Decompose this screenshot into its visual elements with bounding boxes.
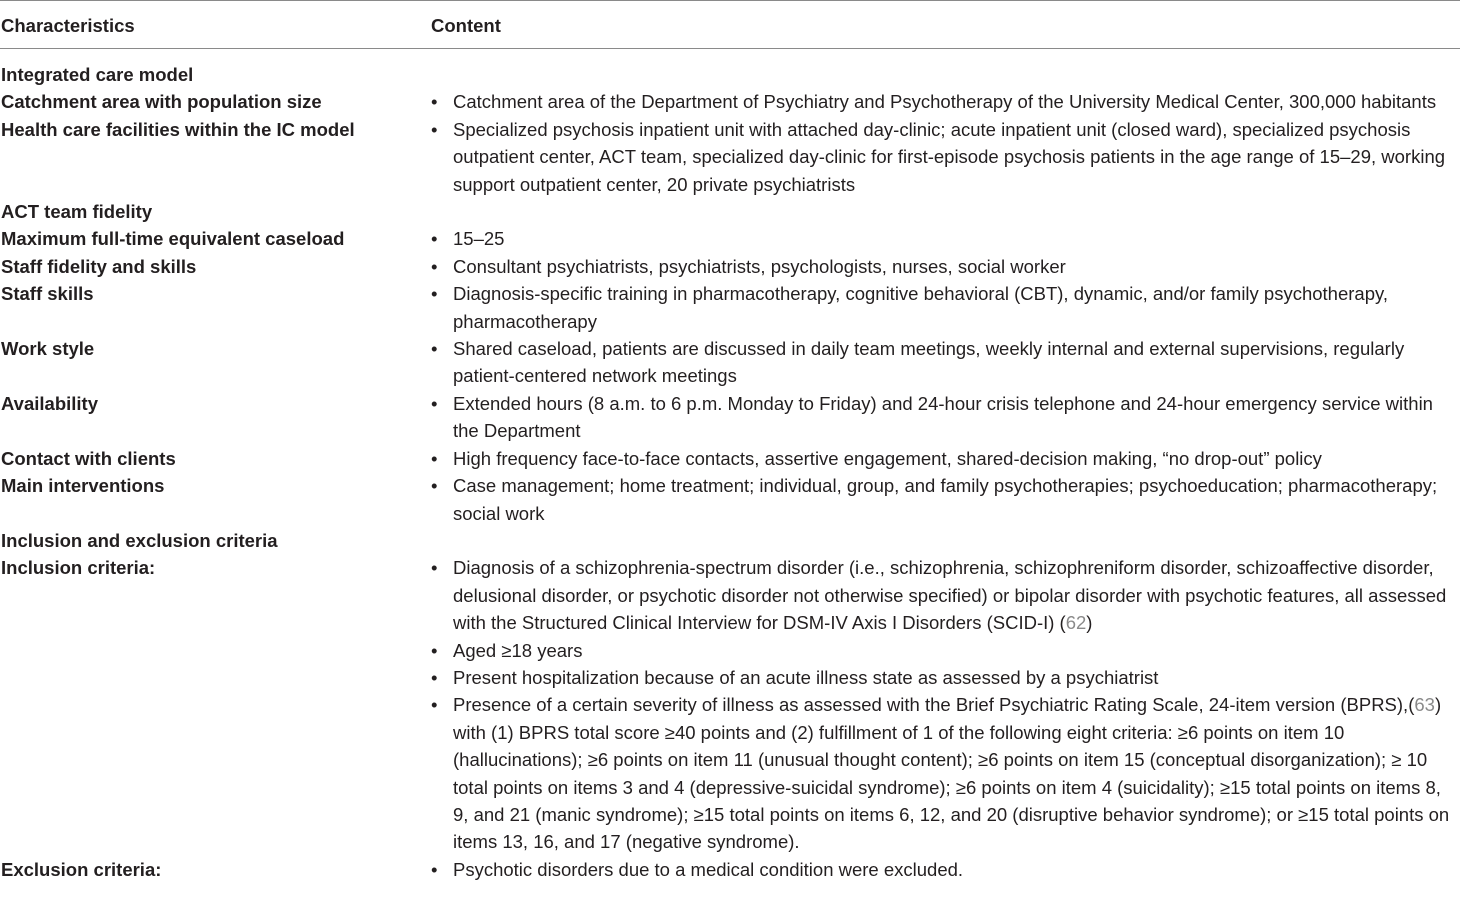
row-label: Exclusion criteria: <box>1 858 162 880</box>
row-label: Inclusion and exclusion criteria <box>1 529 278 551</box>
bullet-text <box>453 691 1456 855</box>
bullet-item <box>430 390 1456 445</box>
reference-link[interactable]: 62 <box>1065 612 1087 634</box>
bullet-icon: • <box>431 475 438 497</box>
bullet-text: Consultant psychiatrists, psychiatrists, psychologists, nurses, social worker <box>453 255 1066 277</box>
header-rule <box>0 48 1460 49</box>
bullet-item <box>430 253 1456 280</box>
bullet-item <box>430 664 1456 691</box>
row-label: ACT team fidelity <box>1 201 153 223</box>
bullet-item <box>430 691 1456 855</box>
row-content <box>430 472 1460 527</box>
row-label: Staff fidelity and skills <box>1 255 197 277</box>
bullet-text: Psychotic disorders due to a medical condition were excluded. <box>453 858 964 880</box>
row-label: Main interventions <box>1 475 165 497</box>
bullet-icon: • <box>431 338 438 360</box>
bullet-item <box>430 88 1456 115</box>
row-content <box>430 335 1460 390</box>
column-header-content: Content <box>431 15 501 36</box>
row-content <box>430 856 1460 883</box>
row-content <box>430 280 1460 335</box>
bullet-icon: • <box>431 639 438 661</box>
bullet-text: Diagnosis-specific training in pharmacotherapy, cognitive behavioral (CBT), dynamic, and/or family psychotherapy, pharmacotherapy <box>453 283 1389 332</box>
table-row <box>0 856 1460 883</box>
column-header-characteristics: Characteristics <box>1 15 135 36</box>
bullet-icon: • <box>431 255 438 277</box>
bullet-icon: • <box>431 666 438 688</box>
row-label: Availability <box>1 392 98 414</box>
table-row <box>0 390 1460 445</box>
bullet-item <box>430 335 1456 390</box>
table-row <box>0 472 1460 527</box>
table-row <box>0 198 1460 225</box>
row-content <box>430 116 1460 198</box>
table-row <box>0 88 1460 115</box>
bullet-item <box>430 280 1456 335</box>
bullet-icon: • <box>431 392 438 414</box>
bullet-item <box>430 637 1456 664</box>
bullet-text: Catchment area of the Department of Psychiatry and Psychotherapy of the University Medical Center, 300,000 habitants <box>453 91 1437 113</box>
row-content <box>430 554 1460 855</box>
bullet-text-segment: ) with (1) BPRS total score ≥40 points and (2) fulfillment of 1 of the following eight criteria: ≥6 points on item 10 (hallucinations); ≥6 points on item 11 (unusual thought content); ≥6 points on item 15 (conceptual disorganization); ≥ 10 total points on items 3 and 4 (depressive-suicidal syndrome); ≥6 points on item 4 (suicidality); ≥15 total points on items 8, 9, and 21 (manic syndrome); ≥15 total points on items 6, 12, and 20 (disruptive behavior syndrome); or ≥15 total points on items 13, 16, and 17 (negative syndrome). <box>453 694 1450 853</box>
bullet-icon: • <box>431 447 438 469</box>
row-label: Contact with clients <box>1 447 176 469</box>
table-body <box>0 61 1460 883</box>
row-content <box>430 61 1460 88</box>
bullet-icon: • <box>431 228 438 250</box>
row-content <box>430 390 1460 445</box>
row-label: Work style <box>1 338 95 360</box>
bullet-item <box>430 554 1456 636</box>
bullet-text: Present hospitalization because of an acute illness state as assessed by a psychiatrist <box>453 666 1159 688</box>
table-row <box>0 225 1460 252</box>
bullet-text: High frequency face-to-face contacts, assertive engagement, shared-decision making, “no drop-out” policy <box>453 447 1322 469</box>
bullet-icon: • <box>431 283 438 305</box>
bullet-item <box>430 225 1456 252</box>
bullet-text: Extended hours (8 a.m. to 6 p.m. Monday to Friday) and 24-hour crisis telephone and 24-hour emergency service within the Department <box>453 392 1433 442</box>
row-label: Catchment area with population size <box>1 91 322 113</box>
bullet-text: Specialized psychosis inpatient unit with attached day-clinic; acute inpatient unit (closed ward), specialized psychosis outpatient center, ACT team, specialized day-clinic for first-episode psychosis patients in the age range of 15–29, working support outpatient center, 20 private psychiatrists <box>453 118 1446 195</box>
bullet-item <box>430 445 1456 472</box>
table-row <box>0 335 1460 390</box>
bullet-icon: • <box>431 118 438 140</box>
row-content <box>430 88 1460 115</box>
bullet-item <box>430 116 1456 198</box>
bullet-text-segment: Presence of a certain severity of illness as assessed with the Brief Psychiatric Rating Scale, 24-item version (BPRS),( <box>453 694 1415 716</box>
row-content <box>430 527 1460 554</box>
bullet-icon: • <box>431 694 438 716</box>
bullet-icon: • <box>431 91 438 113</box>
bullet-text: 15–25 <box>453 228 505 250</box>
bullet-text: Case management; home treatment; individual, group, and family psychotherapies; psychoeducation; pharmacotherapy; social work <box>453 475 1438 524</box>
bullet-item <box>430 472 1456 527</box>
row-content <box>430 198 1460 225</box>
table-row <box>0 116 1460 198</box>
row-label: Integrated care model <box>1 64 194 85</box>
bullet-text: Aged ≥18 years <box>453 639 583 661</box>
reference-link[interactable]: 63 <box>1414 694 1435 716</box>
bullet-text: Shared caseload, patients are discussed in daily team meetings, weekly internal and external supervisions, regularly patient-centered network meetings <box>453 338 1405 387</box>
row-content <box>430 253 1460 280</box>
row-label: Maximum full-time equivalent caseload <box>1 228 345 250</box>
table-row <box>0 61 1460 88</box>
table-row <box>0 445 1460 472</box>
bullet-text-segment: ) <box>1086 612 1093 634</box>
table-top-rule <box>0 0 1460 1</box>
table-row <box>0 527 1460 554</box>
bullet-icon: • <box>431 557 438 579</box>
table-header <box>0 12 1460 40</box>
row-label: Health care facilities within the IC model <box>1 118 355 140</box>
table-row <box>0 253 1460 280</box>
row-content <box>430 225 1460 252</box>
bullet-icon: • <box>431 858 438 880</box>
row-label: Inclusion criteria: <box>1 557 156 579</box>
table-row <box>0 554 1460 855</box>
row-label: Staff skills <box>1 283 94 305</box>
row-content <box>430 445 1460 472</box>
bullet-item <box>430 856 1456 883</box>
bullet-text <box>453 554 1456 636</box>
table-row <box>0 280 1460 335</box>
bullet-text-segment: Diagnosis of a schizophrenia-spectrum disorder (i.e., schizophrenia, schizophreniform disorder, schizoaffective disorder, delusional disorder, or psychotic disorder not otherwise specified) or bipolar disorder with psychotic features, all assessed with the Structured Clinical Interview for DSM-IV Axis I Disorders (SCID-I) ( <box>453 557 1447 634</box>
